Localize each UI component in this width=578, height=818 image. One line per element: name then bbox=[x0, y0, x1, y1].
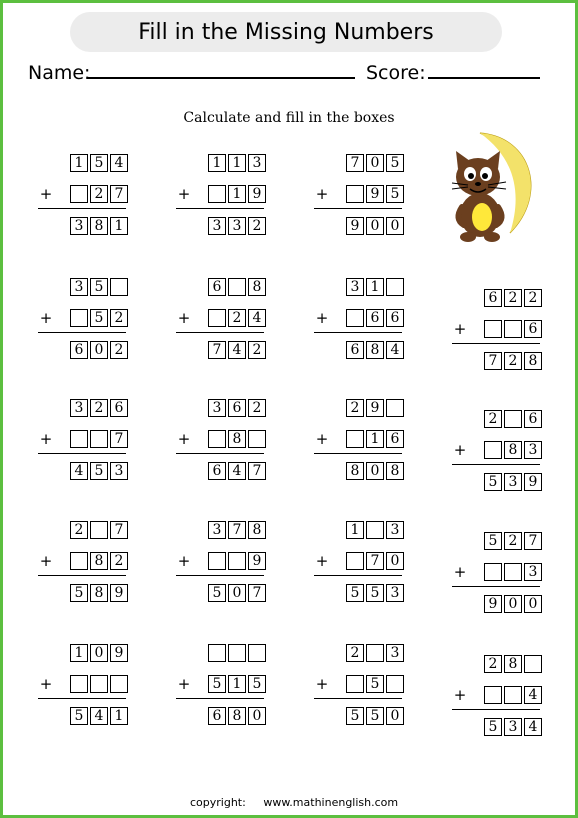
digit-box: 9 bbox=[346, 217, 364, 235]
digit-box: 2 bbox=[248, 341, 266, 359]
digit-box: 1 bbox=[228, 675, 246, 693]
digit-box: 1 bbox=[228, 185, 246, 203]
digit-box: 4 bbox=[524, 718, 542, 736]
digit-box: 5 bbox=[386, 154, 404, 172]
digit-box: 5 bbox=[346, 584, 364, 602]
top-number-row bbox=[70, 521, 128, 539]
top-number-row bbox=[484, 410, 542, 428]
digit-box: 1 bbox=[70, 154, 88, 172]
digit-box: 9 bbox=[110, 584, 128, 602]
digit-box: 9 bbox=[248, 185, 266, 203]
addend-row bbox=[346, 552, 404, 570]
digit-box: 1 bbox=[70, 644, 88, 662]
sum-row bbox=[484, 352, 542, 370]
digit-box: 3 bbox=[346, 278, 364, 296]
digit-box: 9 bbox=[524, 473, 542, 491]
sum-row bbox=[70, 584, 128, 602]
plus-sign: + bbox=[39, 430, 53, 448]
sum-line bbox=[176, 208, 264, 209]
top-number-row bbox=[70, 644, 128, 662]
digit-answer-box[interactable] bbox=[110, 675, 128, 693]
digit-box: 2 bbox=[504, 352, 522, 370]
digit-answer-box[interactable] bbox=[504, 320, 522, 338]
addend-row bbox=[208, 309, 266, 327]
addend-row bbox=[208, 552, 266, 570]
digit-box: 0 bbox=[248, 707, 266, 725]
digit-box: 3 bbox=[208, 521, 226, 539]
digit-answer-box[interactable] bbox=[346, 675, 364, 693]
digit-box: 0 bbox=[366, 217, 384, 235]
digit-box: 0 bbox=[90, 341, 108, 359]
digit-box: 5 bbox=[90, 309, 108, 327]
top-number-row bbox=[484, 289, 542, 307]
digit-answer-box[interactable] bbox=[70, 552, 88, 570]
plus-sign: + bbox=[39, 675, 53, 693]
digit-answer-box[interactable] bbox=[90, 521, 108, 539]
sum-row bbox=[484, 718, 542, 736]
digit-box: 3 bbox=[524, 441, 542, 459]
plus-sign: + bbox=[39, 552, 53, 570]
sum-line bbox=[176, 698, 264, 699]
sum-row bbox=[484, 473, 542, 491]
digit-box: 5 bbox=[366, 675, 384, 693]
digit-box: 5 bbox=[386, 185, 404, 203]
digit-box: 5 bbox=[366, 584, 384, 602]
sum-row bbox=[70, 462, 128, 480]
sum-row bbox=[208, 341, 266, 359]
addend-row bbox=[70, 552, 128, 570]
digit-box: 8 bbox=[386, 462, 404, 480]
addend-row bbox=[70, 675, 128, 693]
digit-box: 6 bbox=[208, 707, 226, 725]
digit-box: 3 bbox=[208, 399, 226, 417]
digit-box: 0 bbox=[366, 154, 384, 172]
digit-box: 0 bbox=[228, 584, 246, 602]
digit-box: 1 bbox=[228, 154, 246, 172]
digit-answer-box[interactable] bbox=[208, 185, 226, 203]
addend-row bbox=[208, 430, 266, 448]
digit-answer-box[interactable] bbox=[484, 563, 502, 581]
digit-box: 5 bbox=[90, 278, 108, 296]
digit-box: 5 bbox=[248, 675, 266, 693]
addition-problem bbox=[452, 410, 542, 490]
plus-sign: + bbox=[453, 320, 467, 338]
digit-answer-box[interactable] bbox=[70, 309, 88, 327]
digit-box: 2 bbox=[70, 521, 88, 539]
addend-row bbox=[346, 309, 404, 327]
plus-sign: + bbox=[177, 675, 191, 693]
digit-box: 2 bbox=[90, 399, 108, 417]
digit-answer-box[interactable] bbox=[386, 399, 404, 417]
plus-sign: + bbox=[315, 185, 329, 203]
digit-answer-box[interactable] bbox=[90, 675, 108, 693]
copyright-label: copyright: bbox=[190, 796, 246, 809]
instructions: Calculate and fill in the boxes bbox=[183, 110, 395, 126]
digit-box: 5 bbox=[346, 707, 364, 725]
addition-problem bbox=[38, 644, 128, 724]
digit-box: 8 bbox=[228, 430, 246, 448]
top-number-row bbox=[484, 655, 542, 673]
digit-box: 8 bbox=[248, 278, 266, 296]
digit-box: 7 bbox=[346, 154, 364, 172]
addition-problem bbox=[314, 154, 404, 234]
plus-sign: + bbox=[315, 552, 329, 570]
addend-row bbox=[484, 441, 542, 459]
addend-row bbox=[484, 320, 542, 338]
addition-problem bbox=[314, 278, 404, 358]
addend-row bbox=[346, 185, 404, 203]
digit-box: 9 bbox=[484, 595, 502, 613]
digit-box: 2 bbox=[524, 289, 542, 307]
digit-box: 4 bbox=[248, 309, 266, 327]
digit-box: 3 bbox=[208, 217, 226, 235]
digit-box: 2 bbox=[110, 341, 128, 359]
digit-box: 7 bbox=[110, 430, 128, 448]
digit-box: 6 bbox=[524, 410, 542, 428]
top-number-row bbox=[208, 278, 266, 296]
plus-sign: + bbox=[39, 309, 53, 327]
name-label: Name: bbox=[28, 62, 91, 84]
digit-box: 7 bbox=[366, 552, 384, 570]
digit-box: 3 bbox=[386, 521, 404, 539]
addend-row bbox=[70, 309, 128, 327]
digit-box: 8 bbox=[90, 217, 108, 235]
digit-box: 8 bbox=[524, 352, 542, 370]
digit-box: 5 bbox=[208, 584, 226, 602]
addition-problem bbox=[452, 655, 542, 735]
digit-answer-box[interactable] bbox=[208, 644, 226, 662]
digit-box: 4 bbox=[110, 154, 128, 172]
plus-sign: + bbox=[453, 441, 467, 459]
top-number-row bbox=[208, 644, 266, 662]
digit-box: 8 bbox=[90, 584, 108, 602]
top-number-row bbox=[346, 278, 404, 296]
digit-box: 6 bbox=[484, 289, 502, 307]
digit-answer-box[interactable] bbox=[248, 644, 266, 662]
addition-problem bbox=[38, 399, 128, 479]
top-number-row bbox=[346, 399, 404, 417]
digit-box: 8 bbox=[228, 707, 246, 725]
digit-box: 6 bbox=[70, 341, 88, 359]
digit-box: 4 bbox=[386, 341, 404, 359]
digit-box: 0 bbox=[504, 595, 522, 613]
plus-sign: + bbox=[453, 686, 467, 704]
top-number-row bbox=[208, 154, 266, 172]
digit-answer-box[interactable] bbox=[484, 686, 502, 704]
digit-box: 1 bbox=[110, 707, 128, 725]
plus-sign: + bbox=[315, 675, 329, 693]
addition-problem bbox=[314, 521, 404, 601]
addition-problem bbox=[38, 521, 128, 601]
digit-box: 7 bbox=[248, 462, 266, 480]
plus-sign: + bbox=[177, 430, 191, 448]
addition-problem bbox=[314, 644, 404, 724]
sum-row bbox=[208, 584, 266, 602]
sum-row bbox=[70, 341, 128, 359]
digit-box: 0 bbox=[524, 595, 542, 613]
top-number-row bbox=[346, 154, 404, 172]
digit-box: 5 bbox=[484, 473, 502, 491]
sum-row bbox=[208, 462, 266, 480]
sum-row bbox=[208, 707, 266, 725]
sum-row bbox=[484, 595, 542, 613]
plus-sign: + bbox=[39, 185, 53, 203]
cat-moon-illustration bbox=[440, 125, 540, 245]
sum-line bbox=[38, 698, 126, 699]
digit-box: 3 bbox=[228, 217, 246, 235]
addition-problem bbox=[176, 278, 266, 358]
digit-box: 4 bbox=[70, 462, 88, 480]
digit-box: 3 bbox=[110, 462, 128, 480]
digit-box: 8 bbox=[346, 462, 364, 480]
digit-answer-box[interactable] bbox=[366, 521, 384, 539]
title-banner bbox=[70, 12, 502, 52]
digit-box: 3 bbox=[504, 473, 522, 491]
addend-row bbox=[208, 185, 266, 203]
sum-line bbox=[452, 464, 540, 465]
digit-box: 6 bbox=[366, 309, 384, 327]
sum-line bbox=[314, 332, 402, 333]
addition-problem bbox=[38, 278, 128, 358]
digit-box: 6 bbox=[524, 320, 542, 338]
digit-answer-box[interactable] bbox=[228, 644, 246, 662]
digit-box: 3 bbox=[70, 217, 88, 235]
digit-box: 5 bbox=[70, 707, 88, 725]
sum-row bbox=[346, 341, 404, 359]
sum-row bbox=[346, 462, 404, 480]
sum-row bbox=[70, 217, 128, 235]
addition-problem bbox=[452, 532, 542, 612]
copyright bbox=[190, 796, 412, 809]
digit-box: 0 bbox=[386, 217, 404, 235]
digit-box: 5 bbox=[366, 707, 384, 725]
sum-line bbox=[38, 332, 126, 333]
digit-box: 2 bbox=[504, 289, 522, 307]
digit-box: 2 bbox=[90, 185, 108, 203]
digit-box: 0 bbox=[366, 462, 384, 480]
sum-line bbox=[452, 709, 540, 710]
digit-box: 5 bbox=[484, 532, 502, 550]
digit-answer-box[interactable] bbox=[484, 441, 502, 459]
digit-answer-box[interactable] bbox=[484, 320, 502, 338]
digit-answer-box[interactable] bbox=[346, 430, 364, 448]
addend-row bbox=[208, 675, 266, 693]
digit-box: 6 bbox=[208, 278, 226, 296]
digit-box: 1 bbox=[366, 430, 384, 448]
sum-line bbox=[38, 575, 126, 576]
plus-sign: + bbox=[177, 552, 191, 570]
addend-row bbox=[484, 686, 542, 704]
top-number-row bbox=[70, 278, 128, 296]
digit-box: 2 bbox=[110, 309, 128, 327]
digit-box: 2 bbox=[484, 410, 502, 428]
digit-answer-box[interactable] bbox=[346, 309, 364, 327]
digit-box: 4 bbox=[228, 462, 246, 480]
sum-line bbox=[176, 332, 264, 333]
digit-box: 3 bbox=[504, 718, 522, 736]
page-title: Fill in the Missing Numbers bbox=[138, 19, 434, 45]
copyright-url[interactable]: www.mathinenglish.com bbox=[263, 796, 399, 809]
sum-line bbox=[452, 586, 540, 587]
digit-box: 7 bbox=[228, 521, 246, 539]
sum-line bbox=[314, 453, 402, 454]
digit-box: 3 bbox=[70, 399, 88, 417]
digit-box: 0 bbox=[386, 552, 404, 570]
digit-box: 2 bbox=[228, 309, 246, 327]
digit-box: 6 bbox=[386, 430, 404, 448]
plus-sign: + bbox=[315, 309, 329, 327]
addition-problem bbox=[176, 521, 266, 601]
top-number-row bbox=[346, 521, 404, 539]
sum-row bbox=[208, 217, 266, 235]
digit-box: 0 bbox=[386, 707, 404, 725]
digit-answer-box[interactable] bbox=[208, 430, 226, 448]
sum-line bbox=[176, 453, 264, 454]
digit-answer-box[interactable] bbox=[70, 430, 88, 448]
digit-box: 1 bbox=[366, 278, 384, 296]
digit-answer-box[interactable] bbox=[346, 185, 364, 203]
digit-box: 6 bbox=[346, 341, 364, 359]
digit-box: 2 bbox=[248, 217, 266, 235]
plus-sign: + bbox=[177, 185, 191, 203]
sum-line bbox=[314, 208, 402, 209]
addend-row bbox=[346, 675, 404, 693]
digit-box: 3 bbox=[386, 644, 404, 662]
digit-box: 3 bbox=[248, 154, 266, 172]
digit-box: 5 bbox=[90, 462, 108, 480]
digit-box: 8 bbox=[90, 552, 108, 570]
addition-problem bbox=[176, 644, 266, 724]
addition-problem bbox=[176, 399, 266, 479]
addend-row bbox=[70, 430, 128, 448]
digit-answer-box[interactable] bbox=[208, 552, 226, 570]
digit-box: 7 bbox=[484, 352, 502, 370]
digit-box: 7 bbox=[208, 341, 226, 359]
plus-sign: + bbox=[177, 309, 191, 327]
addend-row bbox=[484, 563, 542, 581]
digit-answer-box[interactable] bbox=[208, 309, 226, 327]
digit-box: 6 bbox=[386, 309, 404, 327]
digit-box: 1 bbox=[110, 217, 128, 235]
digit-box: 4 bbox=[228, 341, 246, 359]
digit-answer-box[interactable] bbox=[386, 675, 404, 693]
digit-box: 4 bbox=[90, 707, 108, 725]
digit-answer-box[interactable] bbox=[504, 410, 522, 428]
digit-box: 6 bbox=[228, 399, 246, 417]
top-number-row bbox=[208, 399, 266, 417]
top-number-row bbox=[346, 644, 404, 662]
digit-answer-box[interactable] bbox=[366, 644, 384, 662]
digit-box: 7 bbox=[248, 584, 266, 602]
digit-answer-box[interactable] bbox=[90, 430, 108, 448]
digit-box: 6 bbox=[208, 462, 226, 480]
digit-answer-box[interactable] bbox=[504, 686, 522, 704]
score-field[interactable] bbox=[428, 77, 540, 79]
digit-box: 2 bbox=[484, 655, 502, 673]
addend-row bbox=[70, 185, 128, 203]
digit-box: 5 bbox=[484, 718, 502, 736]
digit-box: 8 bbox=[504, 655, 522, 673]
digit-box: 3 bbox=[70, 278, 88, 296]
sum-line bbox=[38, 453, 126, 454]
digit-box: 8 bbox=[504, 441, 522, 459]
digit-box: 4 bbox=[524, 686, 542, 704]
sum-row bbox=[346, 584, 404, 602]
top-number-row bbox=[484, 532, 542, 550]
addition-problem bbox=[452, 289, 542, 369]
score-label: Score: bbox=[366, 62, 426, 84]
digit-box: 8 bbox=[366, 341, 384, 359]
sum-row bbox=[346, 217, 404, 235]
top-number-row bbox=[208, 521, 266, 539]
digit-answer-box[interactable] bbox=[386, 278, 404, 296]
digit-box: 9 bbox=[110, 644, 128, 662]
digit-box: 3 bbox=[386, 584, 404, 602]
digit-answer-box[interactable] bbox=[248, 430, 266, 448]
digit-box: 7 bbox=[110, 521, 128, 539]
digit-answer-box[interactable] bbox=[228, 278, 246, 296]
digit-box: 1 bbox=[208, 154, 226, 172]
top-number-row bbox=[70, 399, 128, 417]
sum-row bbox=[70, 707, 128, 725]
digit-box: 9 bbox=[366, 399, 384, 417]
digit-answer-box[interactable] bbox=[70, 185, 88, 203]
digit-answer-box[interactable] bbox=[504, 563, 522, 581]
plus-sign: + bbox=[453, 563, 467, 581]
digit-box: 3 bbox=[524, 563, 542, 581]
addition-problem bbox=[38, 154, 128, 234]
addition-problem bbox=[314, 399, 404, 479]
sum-line bbox=[314, 575, 402, 576]
digit-answer-box[interactable] bbox=[110, 278, 128, 296]
top-number-row bbox=[70, 154, 128, 172]
digit-box: 2 bbox=[248, 399, 266, 417]
digit-box: 9 bbox=[248, 552, 266, 570]
digit-answer-box[interactable] bbox=[346, 552, 364, 570]
digit-box: 2 bbox=[110, 552, 128, 570]
name-field[interactable] bbox=[87, 77, 355, 79]
digit-box: 6 bbox=[110, 399, 128, 417]
sum-line bbox=[38, 208, 126, 209]
digit-box: 9 bbox=[366, 185, 384, 203]
digit-box: 1 bbox=[346, 521, 364, 539]
addition-problem bbox=[176, 154, 266, 234]
digit-answer-box[interactable] bbox=[228, 552, 246, 570]
digit-box: 5 bbox=[70, 584, 88, 602]
digit-answer-box[interactable] bbox=[70, 675, 88, 693]
digit-answer-box[interactable] bbox=[524, 655, 542, 673]
plus-sign: + bbox=[315, 430, 329, 448]
sum-line bbox=[452, 343, 540, 344]
digit-box: 7 bbox=[524, 532, 542, 550]
digit-box: 2 bbox=[504, 532, 522, 550]
digit-box: 2 bbox=[346, 399, 364, 417]
digit-box: 7 bbox=[110, 185, 128, 203]
sum-line bbox=[314, 698, 402, 699]
addend-row bbox=[346, 430, 404, 448]
digit-box: 5 bbox=[90, 154, 108, 172]
sum-row bbox=[346, 707, 404, 725]
sum-line bbox=[176, 575, 264, 576]
digit-box: 0 bbox=[90, 644, 108, 662]
digit-box: 2 bbox=[346, 644, 364, 662]
digit-box: 5 bbox=[208, 675, 226, 693]
digit-box: 8 bbox=[248, 521, 266, 539]
